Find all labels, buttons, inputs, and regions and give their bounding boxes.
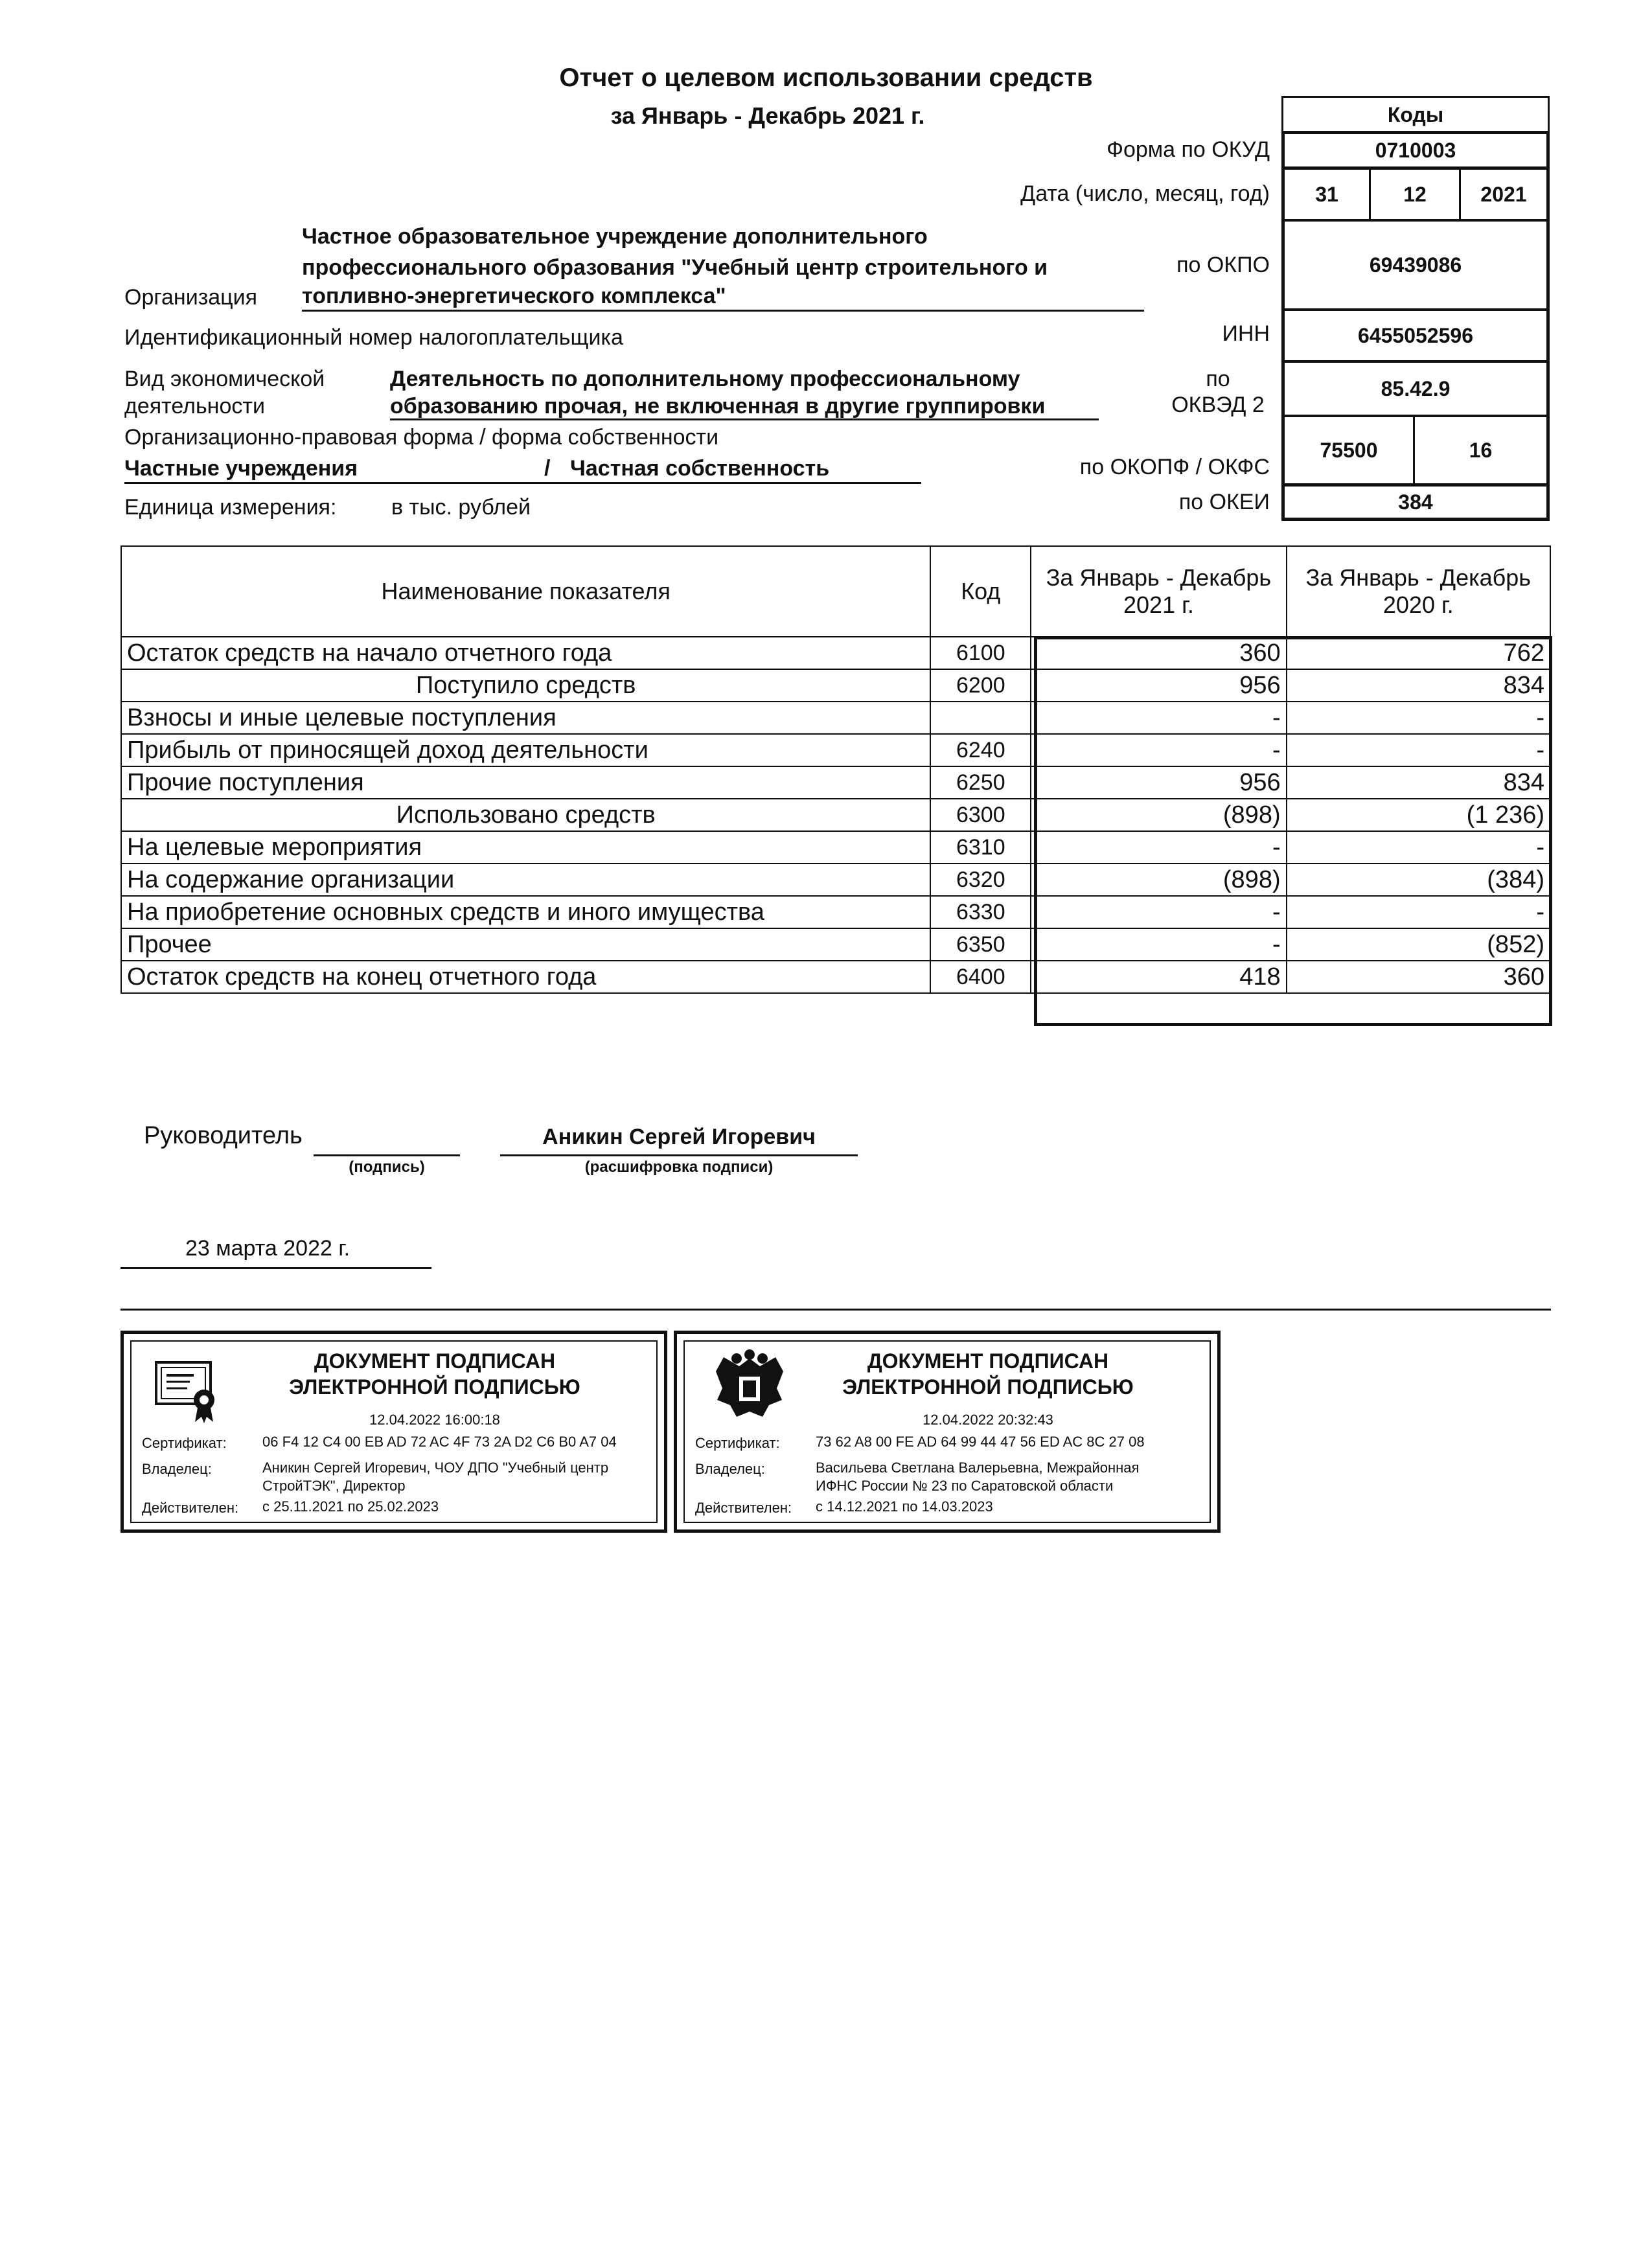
org-underline	[302, 310, 1144, 312]
signer-role: Руководитель	[144, 1122, 303, 1149]
row-code: 6300	[930, 799, 1031, 831]
stamp-timestamp: 12.04.2022 16:00:18	[369, 1412, 500, 1428]
row-value-2020: (852)	[1287, 928, 1550, 961]
row-name: Использовано средств	[121, 799, 930, 831]
okpo-code: 69439086	[1281, 219, 1550, 311]
row-name: Взносы и иные целевые поступления	[121, 702, 930, 734]
stamp-owner-line-1: Аникин Сергей Игоревич, ЧОУ ДПО "Учебный центр	[262, 1460, 609, 1476]
row-name: Прибыль от приносящей доход деятельности	[121, 734, 930, 766]
table-header-row	[121, 546, 1550, 637]
row-name: Поступило средств	[121, 669, 930, 702]
row-name: На содержание организации	[121, 864, 930, 896]
table-row	[121, 766, 1550, 799]
row-value-2021: 418	[1031, 961, 1286, 993]
table-row	[121, 799, 1550, 831]
okved-code: 85.42.9	[1281, 360, 1550, 417]
row-name: Прочие поступления	[121, 766, 930, 799]
okopf-code: 75500	[1281, 415, 1415, 486]
report-title: Отчет о целевом использовании средств	[559, 63, 1093, 92]
row-value-2021: -	[1031, 831, 1286, 864]
stamp-owner-label: Владелец:	[695, 1461, 765, 1477]
activity-line-2: образованию прочая, не включенная в другие группировки	[390, 394, 1046, 418]
table-row	[121, 734, 1550, 766]
date-day: 31	[1281, 167, 1371, 222]
stamp-cert-value: 73 62 A8 00 FE AD 64 99 44 47 56 ED AC 8C 27 08	[816, 1434, 1145, 1450]
signature-caption: (подпись)	[349, 1158, 425, 1176]
stamp-title-2: ЭЛЕКТРОННОЙ ПОДПИСЬЮ	[842, 1375, 1134, 1399]
table-row	[121, 864, 1550, 896]
stamp-cert-value: 06 F4 12 C4 00 EB AD 72 AC 4F 73 2A D2 C6 B0 A7 04	[262, 1434, 617, 1450]
report-table	[120, 545, 1551, 994]
row-name: Остаток средств на начало отчетного года	[121, 637, 930, 669]
form-value: Частные учреждения	[124, 456, 358, 481]
column-header-code: Код	[930, 546, 1031, 637]
activity-line-1: Деятельность по дополнительному профессиональному	[390, 367, 1020, 391]
table-row	[121, 702, 1550, 734]
stamp-owner-line-2: ИФНС России № 23 по Саратовской области	[816, 1478, 1114, 1494]
okved-label-1: по	[1206, 367, 1230, 391]
row-value-2020: 834	[1287, 669, 1550, 702]
row-value-2021: (898)	[1031, 799, 1286, 831]
row-value-2020: -	[1287, 831, 1550, 864]
row-value-2021: 956	[1031, 669, 1286, 702]
row-value-2021: -	[1031, 734, 1286, 766]
row-value-2020: 762	[1287, 637, 1550, 669]
row-value-2021: (898)	[1031, 864, 1286, 896]
e-signature-stamp	[120, 1331, 667, 1533]
row-name: На приобретение основных средств и иного имущества	[121, 896, 930, 928]
row-value-2020: -	[1287, 734, 1550, 766]
row-value-2021: -	[1031, 702, 1286, 734]
okei-code: 384	[1281, 483, 1550, 521]
stamp-owner-line-1: Васильева Светлана Валерьевна, Межрайонная	[816, 1460, 1140, 1476]
certificate-icon	[155, 1360, 226, 1425]
row-value-2020: 360	[1287, 961, 1550, 993]
table-row	[121, 637, 1550, 669]
row-value-2021: -	[1031, 896, 1286, 928]
row-value-2020: -	[1287, 896, 1550, 928]
stamp-title-2: ЭЛЕКТРОННОЙ ПОДПИСЬЮ	[289, 1375, 580, 1399]
form-label: Организационно-правовая форма / форма собственности	[124, 425, 719, 450]
okfs-code: 16	[1413, 415, 1550, 486]
date-month: 12	[1369, 167, 1461, 222]
signer-name-caption: (расшифровка подписи)	[584, 1158, 774, 1176]
okud-label: Форма по ОКУД	[1107, 137, 1270, 162]
okei-label: по ОКЕИ	[1178, 490, 1270, 514]
row-value-2021: -	[1031, 928, 1286, 961]
unit-label: Единица измерения:	[124, 495, 337, 520]
row-code: 6320	[930, 864, 1031, 896]
inn-code: 6455052596	[1281, 308, 1550, 363]
okpo-label: по ОКПО	[1176, 253, 1270, 277]
table-row	[121, 928, 1550, 961]
stamp-title-1: ДОКУМЕНТ ПОДПИСАН	[314, 1349, 556, 1373]
date-year: 2021	[1459, 167, 1550, 222]
row-value-2020: 834	[1287, 766, 1550, 799]
activity-underline	[390, 418, 1099, 420]
row-code: 6240	[930, 734, 1031, 766]
stamp-valid-label: Действителен:	[142, 1500, 239, 1516]
coat-of-arms-icon	[711, 1349, 788, 1427]
org-name-line-3: топливно-энергетического комплекса"	[302, 284, 726, 308]
signer-name: Аникин Сергей Игоревич	[542, 1125, 816, 1149]
row-code: 6330	[930, 896, 1031, 928]
activity-label-1: Вид экономической	[124, 367, 325, 391]
stamp-valid-value: с 25.11.2021 по 25.02.2023	[262, 1498, 439, 1515]
stamp-owner-label: Владелец:	[142, 1461, 212, 1477]
unit-value: в тыс. рублей	[391, 495, 531, 520]
row-code	[930, 702, 1031, 734]
row-code: 6250	[930, 766, 1031, 799]
date-underline	[120, 1267, 431, 1269]
stamp-title-1: ДОКУМЕНТ ПОДПИСАН	[867, 1349, 1109, 1373]
row-code: 6310	[930, 831, 1031, 864]
row-code: 6100	[930, 637, 1031, 669]
table-row	[121, 831, 1550, 864]
e-signature-stamp	[674, 1331, 1221, 1533]
table-row	[121, 669, 1550, 702]
row-code: 6350	[930, 928, 1031, 961]
row-value-2021: 360	[1031, 637, 1286, 669]
org-label: Организация	[124, 285, 258, 310]
column-header-2021: За Январь - Декабрь 2021 г.	[1031, 546, 1286, 637]
stamp-valid-label: Действителен:	[695, 1500, 792, 1516]
signing-date: 23 марта 2022 г.	[185, 1236, 350, 1261]
inn-code-label: ИНН	[1222, 321, 1270, 346]
row-value-2020: (1 236)	[1287, 799, 1550, 831]
activity-label-2: деятельности	[124, 394, 265, 418]
stamp-cert-label: Сертификат:	[695, 1435, 780, 1451]
stamp-valid-value: с 14.12.2021 по 14.03.2023	[816, 1498, 993, 1515]
row-value-2020: (384)	[1287, 864, 1550, 896]
row-value-2020: -	[1287, 702, 1550, 734]
column-header-2020: За Январь - Декабрь 2020 г.	[1287, 546, 1550, 637]
org-name-line-1: Частное образовательное учреждение дополнительного	[302, 224, 928, 249]
table-row	[121, 896, 1550, 928]
row-name: На целевые мероприятия	[121, 831, 930, 864]
okved-label-2: ОКВЭД 2	[1171, 393, 1265, 417]
stamp-owner-line-2: СтройТЭК", Директор	[262, 1478, 406, 1494]
row-value-2021: 956	[1031, 766, 1286, 799]
signer-name-line	[500, 1154, 858, 1156]
form-separator: /	[544, 456, 551, 481]
row-code: 6400	[930, 961, 1031, 993]
table-row	[121, 961, 1550, 993]
okopf-label: по ОКОПФ / ОКФС	[1079, 455, 1270, 479]
okud-code: 0710003	[1281, 131, 1550, 170]
stamp-timestamp: 12.04.2022 20:32:43	[923, 1412, 1053, 1428]
form-underline	[124, 482, 921, 484]
row-code: 6200	[930, 669, 1031, 702]
row-name: Прочее	[121, 928, 930, 961]
inn-label: Идентификационный номер налогоплательщика	[124, 325, 623, 350]
stamp-cert-label: Сертификат:	[142, 1435, 227, 1451]
codes-heading: Коды	[1281, 96, 1550, 133]
date-label: Дата (число, месяц, год)	[1020, 181, 1270, 206]
report-period: за Январь - Декабрь 2021 г.	[610, 102, 925, 129]
signature-line	[314, 1154, 460, 1156]
separator-line	[120, 1309, 1551, 1311]
org-name-line-2: профессионального образования "Учебный центр строительного и	[302, 255, 1048, 280]
column-header-name: Наименование показателя	[121, 546, 930, 637]
row-name: Остаток средств на конец отчетного года	[121, 961, 930, 993]
ownership-value: Частная собственность	[570, 456, 830, 481]
